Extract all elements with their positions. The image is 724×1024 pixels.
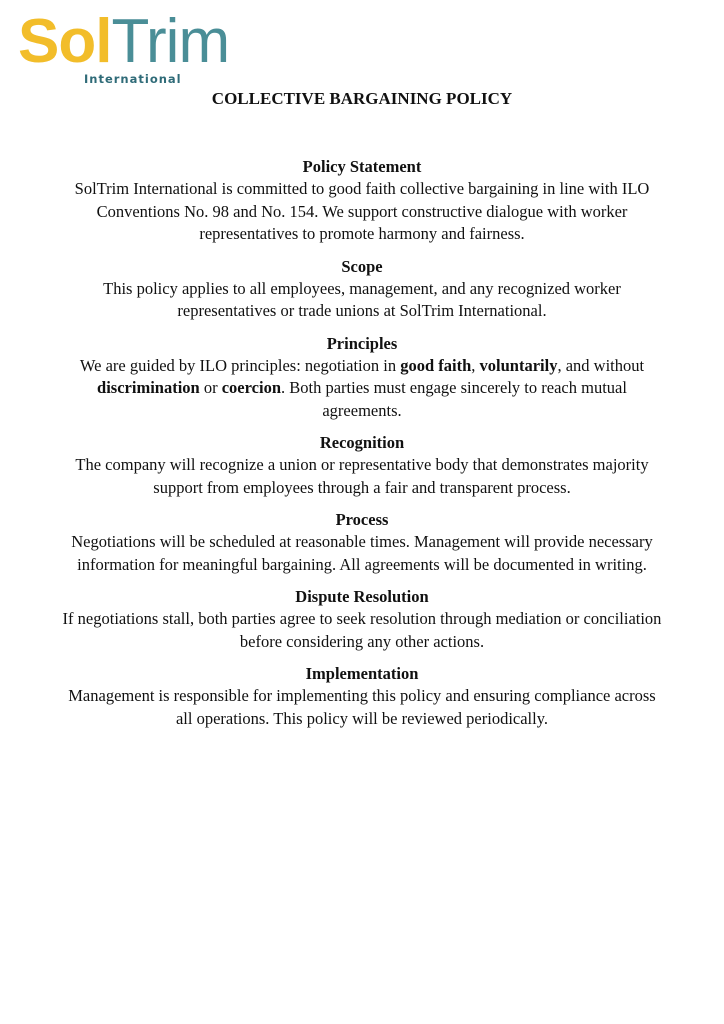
section-body: If negotiations stall, both parties agree to seek resolution through mediation or conciliation before considering any other actions. [62, 609, 662, 651]
section-body: The company will recognize a union or representative body that demonstrates majority support from employees through a fair and transparent process. [75, 455, 649, 497]
document-title: COLLECTIVE BARGAINING POLICY [211, 89, 513, 108]
logo-sol-text: Sol [18, 7, 112, 76]
body-text: , and without [557, 355, 645, 375]
section-body: This policy applies to all employees, management, and any recognized worker representatives or trade unions at SolTrim International. [103, 278, 621, 320]
logo-subtitle: International [84, 72, 182, 86]
policy-content [62, 156, 662, 740]
emphasis-discrimination: discrimination [97, 378, 200, 397]
section-heading: Scope [341, 256, 383, 276]
section-heading: Principles [326, 333, 398, 353]
logo-wordmark [18, 6, 229, 78]
section-heading: Implementation [305, 664, 419, 683]
section-principles [62, 333, 662, 423]
body-text: We are guided by ILO principles: negotiation in [79, 355, 401, 375]
body-text: or [199, 378, 222, 397]
emphasis-voluntarily: voluntarily [479, 355, 558, 375]
body-text: . Both parties must engage sincerely to reach mutual agreements. [281, 378, 627, 420]
emphasis-coercion: coercion [221, 378, 281, 397]
section-heading: Process [335, 510, 389, 529]
section-body: Negotiations will be scheduled at reasonable times. Management will provide necessary information for meaningful bargaining. All agreements will be documented in writing. [71, 532, 653, 574]
logo-trim-text: Trim [111, 7, 230, 76]
section-process [62, 509, 662, 576]
section-heading: Dispute Resolution [295, 587, 429, 606]
section-heading: Recognition [319, 433, 405, 452]
section-recognition [62, 432, 662, 499]
section-implementation [62, 663, 662, 730]
section-dispute-resolution [62, 586, 662, 653]
emphasis-good-faith: good faith [400, 355, 472, 375]
section-scope [62, 256, 662, 323]
section-body [62, 355, 662, 423]
company-logo [18, 6, 258, 90]
body-text: , [471, 355, 480, 375]
section-policy-statement [62, 156, 662, 246]
section-body: SolTrim International is committed to good faith collective bargaining in line with ILO Conventions No. 98 and No. 154. We support constructive dialogue with worker representatives to promote harmony and fairness. [74, 179, 650, 243]
section-heading: Policy Statement [302, 157, 422, 176]
section-body: Management is responsible for implementing this policy and ensuring compliance across all operations. This policy will be reviewed periodically. [68, 686, 656, 728]
